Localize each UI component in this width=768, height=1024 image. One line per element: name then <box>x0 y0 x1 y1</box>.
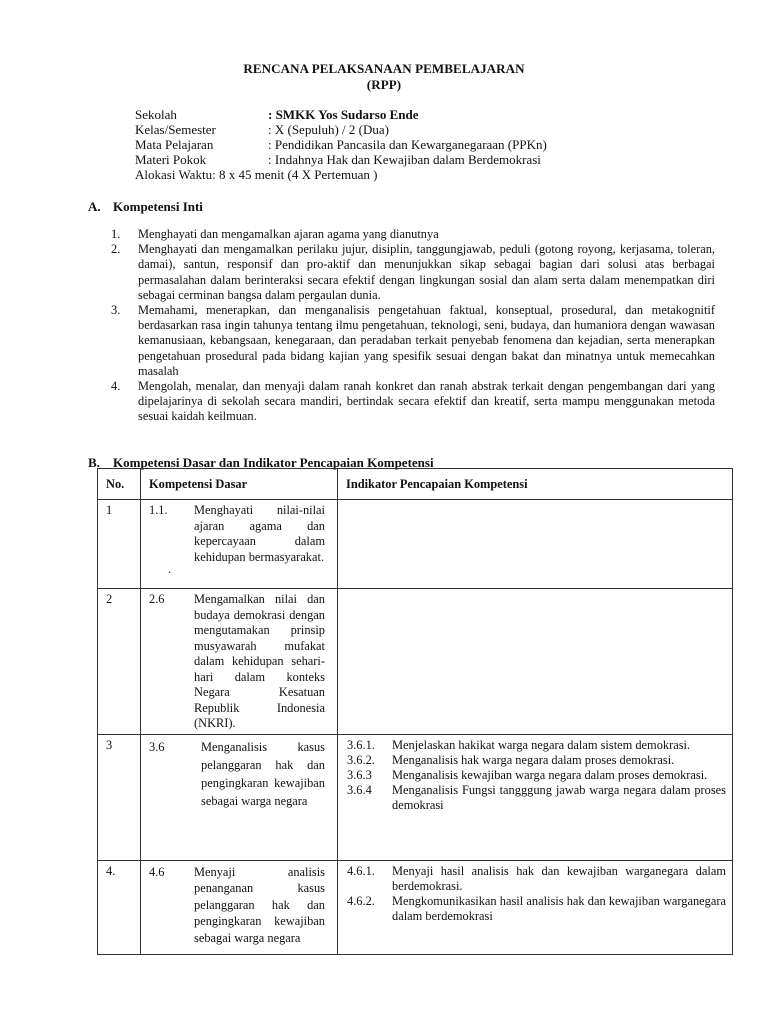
ipk-cell <box>338 860 733 954</box>
info-key: Kelas/Semester <box>135 122 216 137</box>
item-text: Menghayati dan mengamalkan perilaku jujur, disiplin, tanggungjawab, peduli (gotong royong, kerjasama, toleran, damai), santun, responsif dan pro-aktif dan menunjukkan sikap sebagai bagian dari solusi atas berbagai permasalahan dalam berinteraksi secara efektif dengan lingkungan sosial dan alam serta dalam menempatkan diri sebagai cerminan bangsa dalam pergaulan dunia. <box>138 242 715 302</box>
section-title: Kompetensi Dasar dan Indikator Pencapaian Kompetensi <box>113 455 434 470</box>
info-key: Mata Pelajaran <box>135 137 214 152</box>
competency-table <box>97 468 733 955</box>
ipk-number: 3.6.1. <box>347 737 375 752</box>
item-number: 4. <box>111 379 121 394</box>
ipk-text: Menjelaskan hakikat warga negara dalam sistem demokrasi. <box>392 737 691 752</box>
section-a-heading <box>88 199 203 215</box>
ipk-number: 4.6.2. <box>347 893 375 908</box>
row-number: 1 <box>98 500 141 589</box>
ipk-cell-empty <box>338 500 733 589</box>
ipk-text: Menganalisis Fungsi tangggung jawab warga negara dalam proses demokrasi <box>392 782 726 812</box>
info-key: Materi Pokok <box>135 152 207 167</box>
table-row <box>98 734 733 860</box>
table-row <box>98 589 733 735</box>
document-title: RENCANA PELAKSANAAN PEMBELAJARAN <box>243 61 525 76</box>
info-row-class <box>135 122 547 137</box>
ipk-item <box>347 738 726 753</box>
item-number: 1. <box>111 227 121 241</box>
item-text: Menghayati dan mengamalkan ajaran agama yang dianutnya <box>138 227 439 241</box>
kd-text: Menghayati nilai-nilai ajaran agama dan kepercayaan dalam kehidupan bermasyarakat. <box>194 503 325 564</box>
ipk-item <box>347 864 726 894</box>
ipk-item <box>347 753 726 768</box>
list-item <box>111 227 715 242</box>
item-number: 2. <box>111 242 121 257</box>
item-text: Memahami, menerapkan, dan menganalisis pengetahuan faktual, konseptual, prosedural, dan metakognitif berdasarkan rasa ingin tahunya tentang ilmu pengetahuan, teknologi, seni, budaya, dan humaniora dengan wawasan kemanusiaan, kebangsaan, kenegaraan, dan peradaban terkait penyebab fenomena dan kejadian, serta menerapkan pengetahuan prosedural pada bidang kajian yang spesifik sesuai dengan bakat dan minatnya untuk memecahkan masalah <box>138 303 715 378</box>
kd-cell <box>141 500 338 589</box>
ipk-item <box>347 894 726 924</box>
kd-trailing-mark: . <box>168 562 172 576</box>
kompetensi-inti-list <box>111 227 715 425</box>
section-label: B. <box>88 455 100 470</box>
info-row-school <box>135 107 547 122</box>
section-label: A. <box>88 199 101 214</box>
list-item <box>111 379 715 425</box>
info-value: : 8 x 45 menit (4 X Pertemuan ) <box>212 167 378 182</box>
kd-cell <box>141 860 338 954</box>
ipk-number: 3.6.4 <box>347 782 372 797</box>
ipk-number: 3.6.3 <box>347 767 372 782</box>
info-value: : Pendidikan Pancasila dan Kewarganegaraan (PPKn) <box>268 137 547 152</box>
ipk-cell-empty <box>338 589 733 735</box>
info-row-topic <box>135 152 547 167</box>
header-ipk: Indikator Pencapaian Kompetensi <box>338 469 733 500</box>
kd-text: Menyaji analisis penanganan kasus pelanggaran hak dan pengingkaran kewajiban sebagai warga negara <box>194 864 325 945</box>
info-value: : X (Sepuluh) / 2 (Dua) <box>268 122 389 137</box>
kd-number: 3.6 <box>149 739 165 754</box>
header-kd: Kompetensi Dasar <box>141 469 338 500</box>
table-row <box>98 860 733 954</box>
row-number: 3 <box>98 734 141 860</box>
info-row-subject <box>135 137 547 152</box>
ipk-text: Menganalisis hak warga negara dalam proses demokrasi. <box>392 752 675 767</box>
ipk-number: 3.6.2. <box>347 752 375 767</box>
identity-block <box>135 107 547 182</box>
info-value: : Indahnya Hak dan Kewajiban dalam Berdemokrasi <box>268 152 541 167</box>
ipk-item <box>347 783 726 813</box>
ipk-cell <box>338 734 733 860</box>
ipk-text: Menganalisis kewajiban warga negara dalam proses demokrasi. <box>392 767 708 782</box>
item-number: 3. <box>111 303 121 318</box>
kd-number: 2.6 <box>149 592 165 606</box>
kd-cell <box>141 734 338 860</box>
list-item <box>111 303 715 379</box>
ipk-item <box>347 768 726 783</box>
ipk-text: Menyaji hasil analisis hak dan kewajiban warganegara dalam berdemokrasi. <box>392 863 726 893</box>
header-no: No. <box>98 469 141 500</box>
section-title: Kompetensi Inti <box>113 199 203 214</box>
ipk-text: Mengkomunikasikan hasil analisis hak dan kewajiban warganegara dalam berdemokrasi <box>392 893 726 923</box>
kd-number: 4.6 <box>149 864 165 879</box>
row-number: 2 <box>98 589 141 735</box>
table-header-row <box>98 469 733 500</box>
list-item <box>111 242 715 303</box>
ipk-number: 4.6.1. <box>347 863 375 878</box>
row-number: 4. <box>98 860 141 954</box>
document-subtitle: (RPP) <box>366 77 402 92</box>
info-value: : SMKK Yos Sudarso Ende <box>268 107 419 122</box>
kd-text: Mengamalkan nilai dan budaya demokrasi dengan mengutamakan prinsip musyawarah mufakat dalam kehidupan sehari-hari dalam konteks Negara Kesatuan Republik Indonesia (NKRI). <box>194 592 325 730</box>
info-key: Alokasi Waktu <box>135 167 213 182</box>
kd-cell <box>141 589 338 735</box>
kd-number: 1.1. <box>149 503 168 517</box>
item-text: Mengolah, menalar, dan menyaji dalam ranah konkret dan ranah abstrak terkait dengan pengembangan dari yang dipelajarinya di sekolah secara mandiri, bertindak secara efektif dan kreatif, serta mampu menggunakan metoda sesuai kaidah keilmuan. <box>138 379 715 424</box>
kd-text: Menganalisis kasus pelanggaran hak dan pengingkaran kewajiban sebagai warga negara <box>201 739 325 808</box>
info-key: Sekolah <box>135 107 177 122</box>
table-row <box>98 500 733 589</box>
info-row-time <box>135 167 547 182</box>
